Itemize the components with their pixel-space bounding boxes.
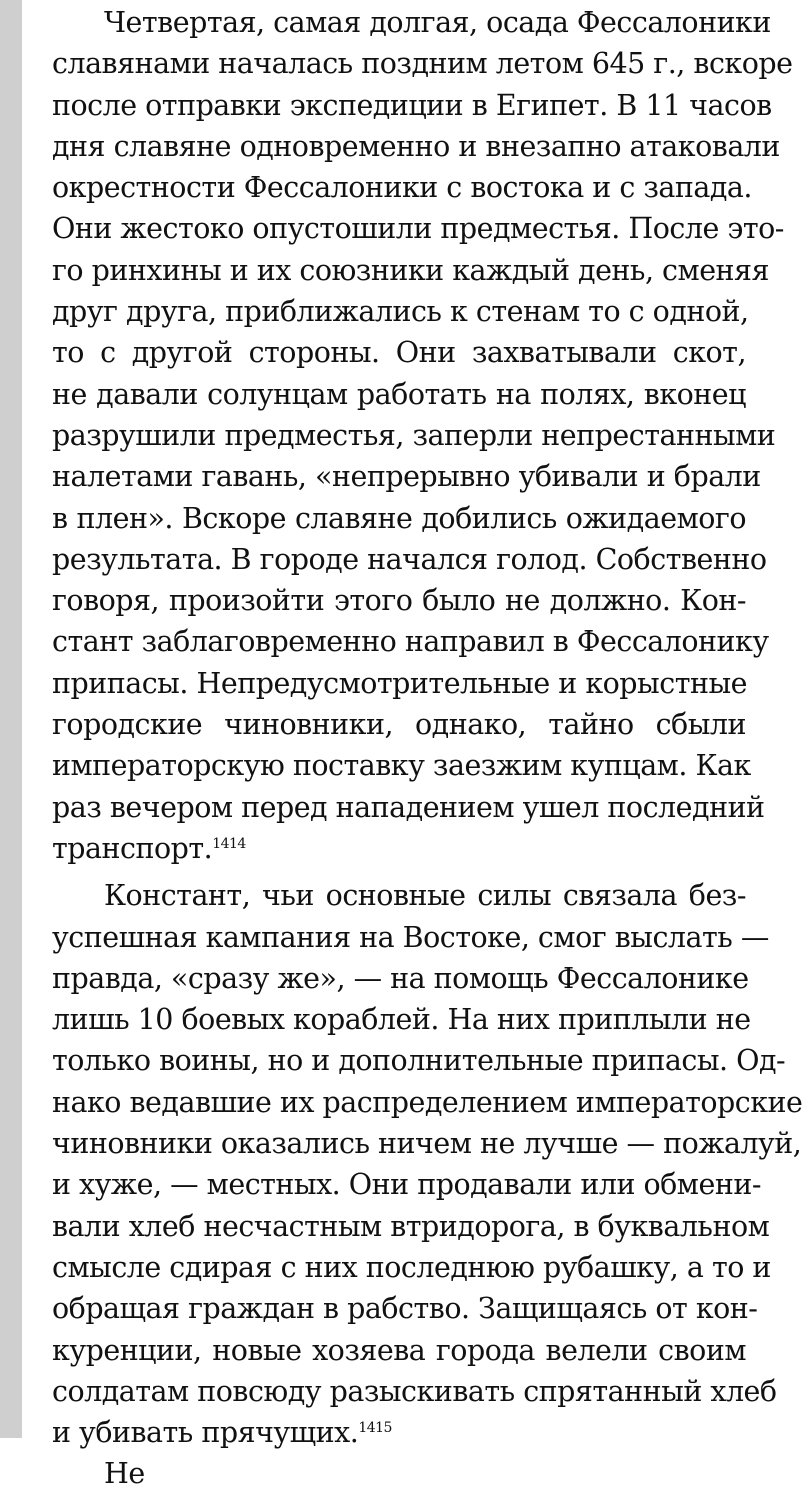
text-line: в плен». Вскоре славяне добились ожидаемого [52, 501, 746, 535]
text-line: правда, «сразу же», — на помощь Фессалонике [52, 961, 749, 995]
text-line: городские чиновники, однако, тайно сбыли [52, 708, 746, 742]
text-line: не давали солунцам работать на полях, вконец [52, 377, 746, 411]
text-line: Констант, чьи основные силы связала без- [104, 879, 746, 913]
text-line: лишь 10 боевых кораблей. На них приплыли не [52, 1003, 751, 1037]
text-line: чиновники оказались ничем не лучше — пожалуй, [52, 1127, 802, 1161]
text-line: куренции, новые хозяева города велели своим [52, 1333, 746, 1367]
text-line: славянами началась поздним летом 645 г., вскоре [52, 47, 793, 81]
cut-off-line: Не [104, 1457, 145, 1491]
text-line: го ринхины и их союзники каждый день, сменяя [52, 253, 770, 287]
text-line: только воины, но и дополнительные припасы. Од- [52, 1044, 786, 1078]
text-line: солдатам повсюду разыскивать спрятанный хлеб [52, 1374, 777, 1408]
text-line-last [52, 828, 746, 869]
text-line: Четвертая, самая долгая, осада Фессалоники [104, 6, 771, 39]
text-line: окрестности Фессалоники с востока и с запада. [52, 171, 752, 205]
text-line: и хуже, — местных. Они продавали или обмени- [52, 1168, 761, 1202]
text-line: раз вечером перед нападением ушел последний [52, 790, 765, 824]
text-line-content: и убивать прячущих. [52, 1416, 359, 1450]
text-line: говоря, произойти этого было не должно. Кон- [52, 584, 746, 618]
text-line: вали хлеб несчастным втридорога, в буквальном [52, 1209, 770, 1243]
text-line-last [52, 1412, 746, 1453]
text-line: стант заблаговременно направил в Фессалонику [52, 625, 769, 659]
text-block [52, 0, 802, 1491]
text-line: после отправки экспедиции в Египет. В 11 часов [52, 88, 772, 122]
text-line: обращая граждан в рабство. Защищаясь от кон- [52, 1292, 758, 1326]
text-line: дня славяне одновременно и внезапно атаковали [52, 129, 780, 163]
text-line: императорскую поставку заезжим купцам. Как [52, 749, 751, 783]
text-line: припасы. Непредусмотрительные и корыстные [52, 666, 748, 700]
text-line: смысле сдирая с них последнюю рубашку, а то и [52, 1250, 771, 1284]
text-line: друг друга, приближались к стенам то с одной, [52, 295, 749, 329]
text-line: налетами гавань, «непрерывно убивали и брали [52, 460, 761, 494]
text-line-content: транспорт. [52, 831, 213, 865]
footnote-ref-1414[interactable]: 1414 [212, 835, 246, 852]
text-line: нако ведавшие их распределением императорские [52, 1085, 802, 1119]
paragraph-2 [52, 875, 802, 1453]
text-line: результата. В городе начался голод. Собственно [52, 542, 767, 576]
paragraph-1 [52, 0, 793, 869]
text-line: то с другой стороны. Они захватывали скот, [52, 336, 746, 370]
text-line: успешная кампания на Востоке, смог выслать — [52, 920, 769, 954]
text-line: разрушили предместья, заперли непрестанными [52, 418, 776, 452]
text-line: Они жестоко опустошили предместья. После это- [52, 212, 784, 246]
page-edge-shadow [0, 0, 22, 1438]
footnote-ref-1415[interactable]: 1415 [358, 1420, 392, 1437]
